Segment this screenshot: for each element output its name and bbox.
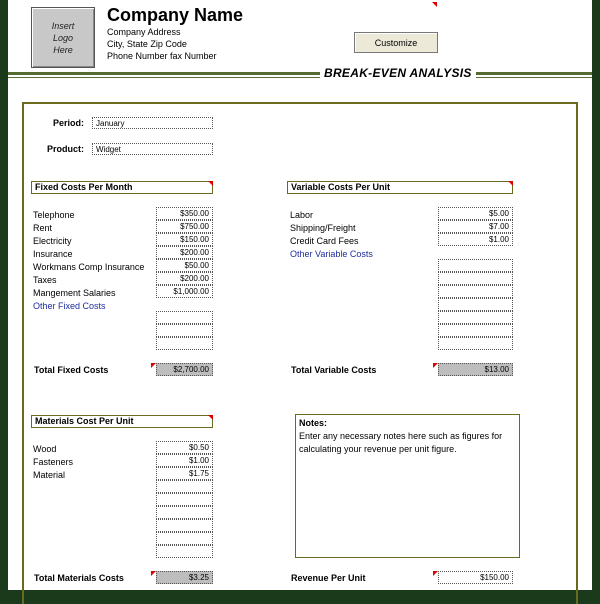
fixed-item-value[interactable]: $350.00 <box>156 207 213 220</box>
company-city-state-zip: City, State Zip Code <box>107 39 187 49</box>
fixed-item-label: Rent <box>33 223 53 233</box>
fixed-item-label: Electricity <box>33 236 72 246</box>
fixed-empty-cell[interactable] <box>156 337 213 350</box>
materials-empty-cell[interactable] <box>156 519 213 532</box>
fixed-item-value[interactable]: $50.00 <box>156 259 213 272</box>
total-variable-costs-label: Total Variable Costs <box>291 365 377 375</box>
materials-empty-cell[interactable] <box>156 493 213 506</box>
fixed-item-label: Workmans Comp Insurance <box>33 262 145 272</box>
company-phone-fax: Phone Number fax Number <box>107 51 217 61</box>
variable-item-label: Credit Card Fees <box>290 236 359 246</box>
materials-item-label: Fasteners <box>33 457 74 467</box>
product-label: Product: <box>47 144 84 154</box>
other-variable-costs-link[interactable]: Other Variable Costs <box>290 249 373 259</box>
materials-item-label: Material <box>33 470 66 480</box>
comment-indicator-icon <box>508 181 513 186</box>
materials-title: Materials Cost Per Unit <box>35 416 134 426</box>
customize-button[interactable]: Customize <box>354 32 438 53</box>
variable-item-label: Shipping/Freight <box>290 223 356 233</box>
variable-costs-header <box>287 181 513 194</box>
revenue-per-unit-label: Revenue Per Unit <box>291 573 366 583</box>
fixed-empty-cell[interactable] <box>156 311 213 324</box>
company-address: Company Address <box>107 27 181 37</box>
variable-item-label: Labor <box>290 210 314 220</box>
variable-empty-cell[interactable] <box>438 311 513 324</box>
materials-item-value[interactable]: $0.50 <box>156 441 213 454</box>
product-input[interactable]: Widget <box>92 143 213 155</box>
header-divider <box>8 72 592 75</box>
fixed-item-value[interactable]: $1,000.00 <box>156 285 213 298</box>
period-input[interactable]: January <box>92 117 213 129</box>
materials-empty-cell[interactable] <box>156 506 213 519</box>
total-fixed-costs-label: Total Fixed Costs <box>34 365 109 375</box>
variable-empty-cell[interactable] <box>438 298 513 311</box>
comment-indicator-icon <box>432 2 437 7</box>
logo-placeholder-text: Insert Logo Here <box>51 20 75 55</box>
total-materials-costs-value: $3.25 <box>156 571 213 584</box>
total-materials-costs-label: Total Materials Costs <box>34 573 124 583</box>
fixed-costs-title: Fixed Costs Per Month <box>35 182 133 192</box>
materials-empty-cell[interactable] <box>156 545 213 558</box>
comment-indicator-icon <box>208 181 213 186</box>
variable-item-value[interactable]: $5.00 <box>438 207 513 220</box>
fixed-item-value[interactable]: $750.00 <box>156 220 213 233</box>
variable-empty-cell[interactable] <box>438 272 513 285</box>
variable-item-value[interactable]: $1.00 <box>438 233 513 246</box>
fixed-item-value[interactable]: $200.00 <box>156 272 213 285</box>
fixed-item-value[interactable]: $200.00 <box>156 246 213 259</box>
total-fixed-costs-value: $2,700.00 <box>156 363 213 376</box>
fixed-item-label: Insurance <box>33 249 73 259</box>
materials-item-label: Wood <box>33 444 57 454</box>
materials-header <box>31 415 213 428</box>
total-variable-costs-value: $13.00 <box>438 363 513 376</box>
fixed-item-value[interactable]: $150.00 <box>156 233 213 246</box>
fixed-item-label: Mangement Salaries <box>33 288 116 298</box>
variable-item-value[interactable]: $7.00 <box>438 220 513 233</box>
materials-empty-cell[interactable] <box>156 532 213 545</box>
notes-title: Notes: <box>299 418 328 428</box>
notes-text: Enter any necessary notes here such as figures for calculating your revenue per unit figure. <box>299 431 503 454</box>
page-title: BREAK-EVEN ANALYSIS <box>320 66 476 80</box>
variable-empty-cell[interactable] <box>438 324 513 337</box>
comment-indicator-icon <box>208 415 213 420</box>
materials-item-value[interactable]: $1.00 <box>156 454 213 467</box>
fixed-item-label: Telephone <box>33 210 75 220</box>
fixed-costs-header <box>31 181 213 194</box>
company-name: Company Name <box>107 5 244 25</box>
materials-item-value[interactable]: $1.75 <box>156 467 213 480</box>
materials-empty-cell[interactable] <box>156 480 213 493</box>
period-label: Period: <box>53 118 85 128</box>
variable-empty-cell[interactable] <box>438 259 513 272</box>
spreadsheet-sheet <box>8 0 592 590</box>
other-fixed-costs-link[interactable]: Other Fixed Costs <box>33 301 106 311</box>
notes-box[interactable] <box>295 414 520 558</box>
fixed-item-label: Taxes <box>33 275 57 285</box>
header-divider-thin <box>8 77 592 78</box>
variable-costs-title: Variable Costs Per Unit <box>291 182 391 192</box>
logo-placeholder[interactable] <box>31 7 95 68</box>
revenue-per-unit-value[interactable]: $150.00 <box>438 571 513 584</box>
fixed-empty-cell[interactable] <box>156 324 213 337</box>
variable-empty-cell[interactable] <box>438 285 513 298</box>
variable-empty-cell[interactable] <box>438 337 513 350</box>
